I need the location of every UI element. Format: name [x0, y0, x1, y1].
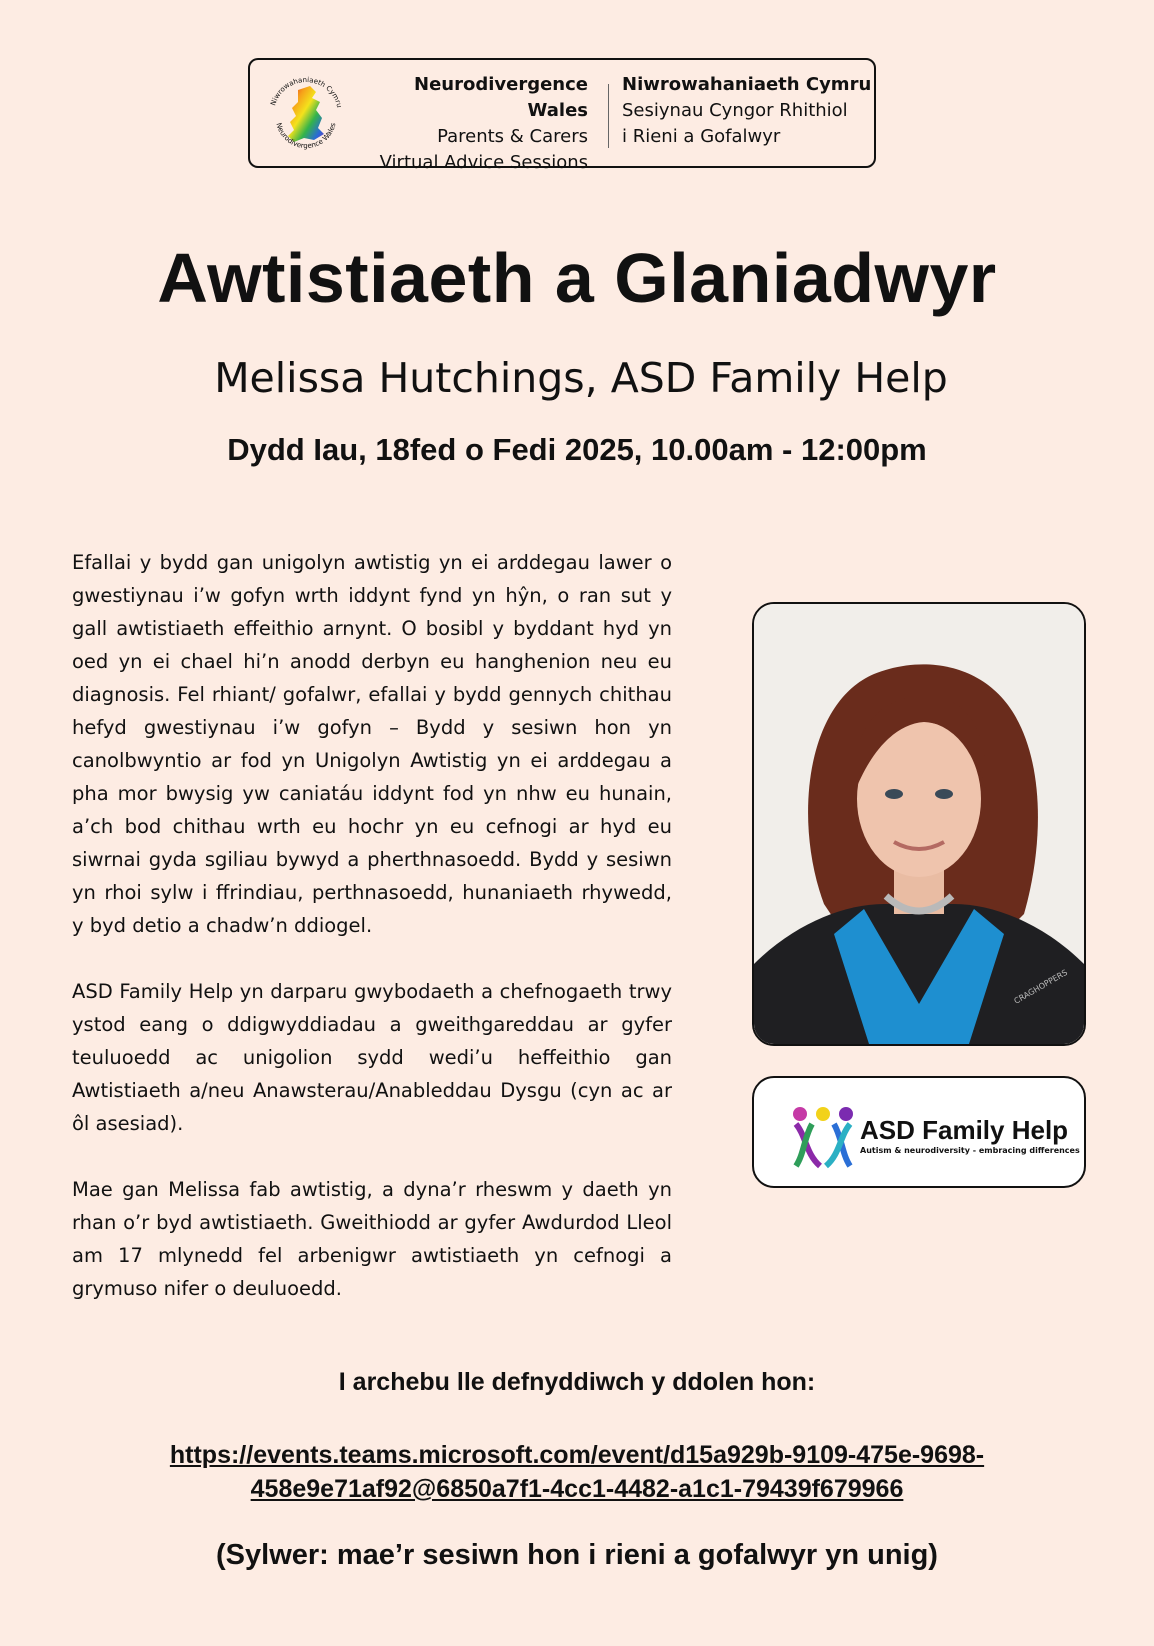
booking-link[interactable] [110, 1438, 1044, 1506]
wales-map-rainbow-icon [264, 72, 348, 156]
header-cy-line2: Sesiynau Cyngor Rhithiol [622, 100, 848, 121]
speaker-photo [752, 602, 1086, 1046]
page-title: Awtistiaeth a Glaniadwyr [157, 239, 997, 317]
header-cy-title: Niwrowahaniaeth Cymru [622, 74, 872, 95]
asd-family-help-logo [752, 1076, 1086, 1188]
header-en-title: Neurodivergence Wales [414, 74, 588, 121]
asd-logo-name: ASD Family Help [860, 1115, 1069, 1145]
svg-text:CRAGHOPPERS: CRAGHOPPERS [1012, 967, 1069, 1006]
paragraph-3: Mae gan Melissa fab awtistig, a dyna’r rheswm y daeth yn rhan o’r byd awtistiaeth. Gweithiodd ar gyfer Awdurdod Lleol am 17 mlynedd fel arbenigwr awtistiaeth yn cefnogi a grymuso nifer o deuluoedd. [72, 1178, 672, 1300]
asd-people-icon [790, 1106, 856, 1170]
paragraph-2: ASD Family Help yn darparu gwybodaeth a chefnogaeth trwy ystod eang o ddigwyddiadau a gweithgareddau ar gyfer teuluoedd ac unigolion sydd wedi’u heffeithio gan Awtistiaeth a/neu Anawsterau/Anableddau Dysgu (cyn ac ar ôl asesiad). [72, 980, 672, 1135]
header-divider [608, 84, 609, 148]
header-welsh [622, 72, 872, 150]
asd-logo-tagline: Autism & neurodiversity - embracing differences [860, 1146, 1080, 1155]
booking-link-line-1[interactable]: https://events.teams.microsoft.com/event/d15a929b-9109-475e-9698- [169, 1441, 985, 1469]
speaker-portrait-image [754, 604, 1084, 1044]
speaker-line: Melissa Hutchings, ASD Family Help [214, 354, 948, 402]
booking-prompt: I archebu lle defnyddiwch y ddolen hon: [338, 1368, 816, 1396]
booking-link-line-2[interactable]: 458e9e71af92@6850a7f1-4cc1-4482-a1c1-79439f679966 [250, 1475, 904, 1503]
paragraph-1: Efallai y bydd gan unigolyn awtistig yn ei arddegau lawer o gwestiynau i’w gofyn wrth iddynt fynd yn hŷn, o ran sut y gall awtistiaeth effeithio arnynt. O bosibl y byddant hyd yn oed yn ei chael hi’n anodd derbyn eu hanghenion neu eu diagnosis. Fel rhiant/ gofalwr, efallai y bydd gennych chithau hefyd gwestiynau i’w gofyn – Bydd y sesiwn hon yn canolbwyntio ar fod yn Unigolyn Awtistig yn ei arddegau a pha mor bwysig yw caniatáu iddynt fod yn nhw eu hunain, a’ch bod chithau wrth eu hochr yn eu cefnogi ar hyd eu siwrnai gyda sgiliau bywyd a pherthnasoedd. Bydd y sesiwn yn rhoi sylw i ffrindiau, perthnasoedd, hunaniaeth rhywedd, y byd detio a chadw’n ddiogel. [72, 551, 672, 937]
svg-text:Neurodivergence Wales: Neurodivergence Wales [274, 121, 338, 151]
header-box [248, 58, 876, 173]
event-date: Dydd Iau, 18fed o Fedi 2025, 10.00am - 12:00pm [227, 432, 927, 467]
header-en-line3: Virtual Advice Sessions [379, 152, 588, 173]
description [72, 546, 672, 1338]
svg-text:Niwrowahaniaeth Cymru: Niwrowahaniaeth Cymru [269, 75, 344, 109]
audience-note: (Sylwer: mae’r sesiwn hon i rieni a gofalwyr yn unig) [216, 1539, 938, 1571]
header-cy-line3: i Rieni a Gofalwyr [622, 126, 781, 147]
header-english [350, 72, 588, 176]
header-en-line2: Parents & Carers [437, 126, 588, 147]
